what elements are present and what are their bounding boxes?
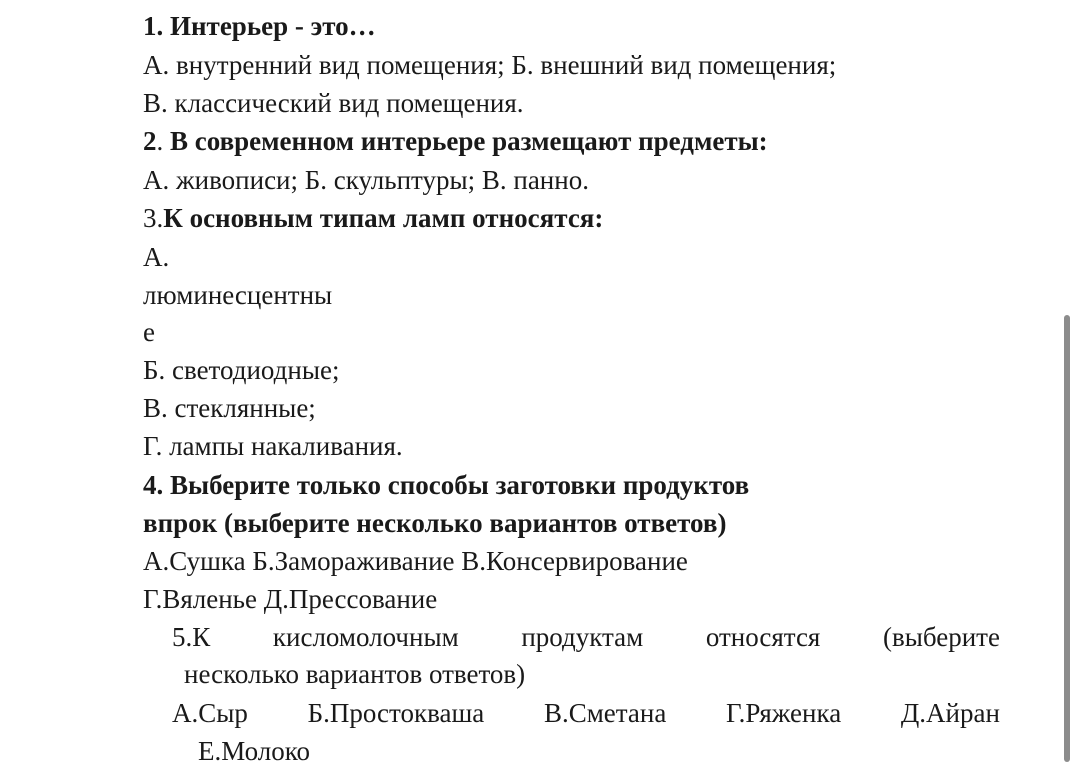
q5-title-line-2: несколько вариантов ответов) [184,659,526,689]
q5-title-word: 5.К [172,622,211,652]
q3-option-b: Б. светодиодные; [143,355,340,385]
q3-option-d: Г. лампы накаливания. [143,431,403,461]
q5-option: Б.Простокваша [307,698,485,728]
q2-number: 2 [143,126,157,156]
q5-title-word: кисломолочным [272,622,459,652]
q5-option: В.Сметана [543,698,667,728]
q1-options-line-1: А. внутренний вид помещения; Б. внешний вид помещения; [143,50,837,80]
vertical-scrollbar[interactable] [1064,315,1070,762]
q1-options-line-2: В. классический вид помещения. [143,88,524,118]
q5-title-word: относятся [705,622,821,652]
q2-title-text: В современном интерьере размещают предметы: [170,126,768,156]
q3-option-a-line-2: люминесцентны [143,280,333,310]
q5-option: Г.Ряженка [726,698,842,728]
q5-title-word: (выберите [882,622,1000,652]
q4-title-line-1: 4. Выберите только способы заготовки продуктов [143,470,750,500]
q4-title-line-2: впрок (выберите несколько вариантов ответов) [143,508,727,538]
q5-title-word: продуктам [521,622,644,652]
q4-options-line-2: Г.Вяленье Д.Прессование [143,584,438,614]
q5-option: Д.Айран [900,698,1000,728]
q3-number: 3. [143,203,164,233]
q2-title: 2. В современном интерьере размещают предметы: [143,126,768,156]
q3-title-text: К основным типам ламп относятся: [163,203,604,233]
q5-option: А.Сыр [172,698,248,728]
q1-title: 1. Интерьер - это… [143,11,376,41]
q2-options: А. живописи; Б. скульптуры; В. панно. [143,165,589,195]
q5-title-line-1 [172,618,1000,656]
q3-option-c: В. стеклянные; [143,393,316,423]
q3-option-a-line-3: е [143,317,155,347]
q5-options-line-1 [172,694,1000,732]
q5-options-line-2: Е.Молоко [198,736,310,766]
q4-options-line-1: А.Сушка Б.Замораживание В.Консервирование [143,546,688,576]
q3-title [143,199,603,237]
q3-option-a-line-1: А. [143,242,170,272]
